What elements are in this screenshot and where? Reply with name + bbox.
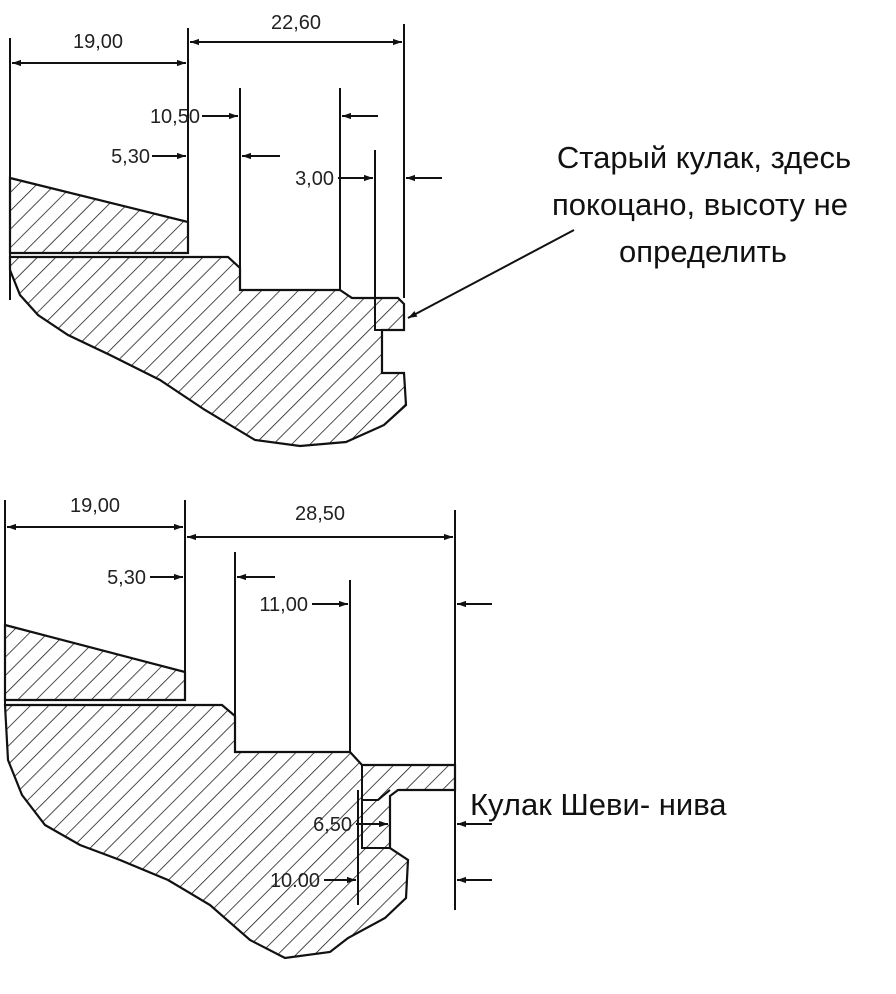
bottom-dim-10-label: 10.00: [269, 870, 320, 892]
top-dim-5-label: 5,30: [111, 146, 150, 168]
bottom-detail: [5, 495, 727, 958]
top-note-line-3: определить: [619, 234, 787, 269]
top-dim-19-label: 19,00: [72, 31, 124, 53]
top-detail: [10, 12, 851, 446]
top-upper-wedge: [10, 178, 188, 253]
top-dim-10-label: 10,50: [149, 106, 200, 128]
top-main-body: [10, 257, 406, 446]
bottom-note: Кулак Шеви- нива: [470, 787, 727, 822]
top-dim-3-label: 3,00: [295, 168, 334, 190]
bottom-dim-11-label: 11,00: [259, 594, 308, 616]
top-leader-line: [408, 230, 574, 318]
bottom-dim-19-label: 19,00: [69, 495, 121, 517]
bottom-upper-wedge: [5, 625, 185, 700]
top-dim-22-label: 22,60: [270, 12, 322, 34]
bottom-dim-28-label: 28,50: [294, 503, 346, 525]
bottom-dim-6-label: 6,50: [313, 814, 352, 836]
top-note-line-2: покоцано, высоту не: [552, 187, 848, 222]
bottom-dim-5-label: 5,30: [107, 567, 146, 589]
bottom-main-body: [5, 705, 455, 958]
top-note-line-1: Старый кулак, здесь: [556, 140, 852, 175]
